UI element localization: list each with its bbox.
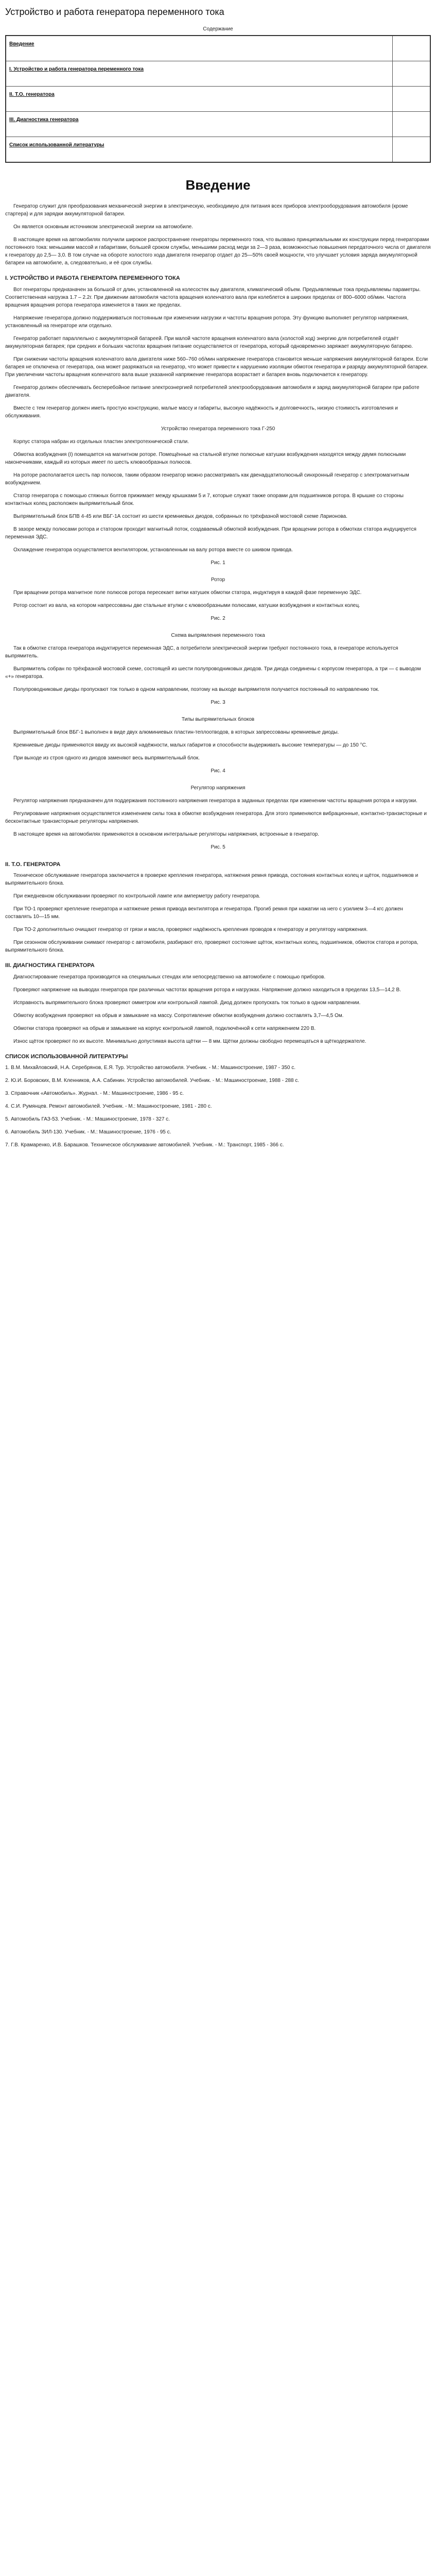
figure-1-label: Рис. 1 <box>211 560 225 566</box>
rotor-paragraph: При вращении ротора магнитное поле полюсов ротора пересекает витки катушек обмотки статора, индуктируя в каждой фазе переменную ЭДС. <box>13 589 362 596</box>
list-item: 2. Ю.И. Боровских, В.М. Кленников, А.А. Сабинин. Устройство автомобилей. Учебник. - М.: Машиностроение, 1988 - 288 с. <box>5 1078 300 1083</box>
figure-4 <box>5 767 431 775</box>
toc-page <box>393 87 431 112</box>
figure-5 <box>5 843 431 851</box>
toc-row <box>6 36 430 61</box>
toc-page <box>393 112 431 137</box>
regulator-paragraph: Регулятор напряжения предназначен для поддержания постоянного напряжения генератора в заданных пределах при изменении частоты вращения ротора и нагрузки. <box>13 798 417 804</box>
toc-row <box>6 61 430 87</box>
section-1-paragraph: Вот генераторы предназначен за большой от длин, установленной на колесостек выу двигателя, климатический объем. Предъявляемые тока предъявляемы параметры. Соответственная нагрузка 1.7 – 2.2г. При движении автомобиля частота вращения коленчатого вала при колеблется в широких пределах от 800–6000 об/мин. Частота вращения вращения ротора генератора изменяется в таких же пределах. <box>5 286 421 308</box>
scheme-paragraph: Полупроводниковые диоды пропускают ток только в одном направлении, поэтому на выходе выпрямителя получается постоянный по направлению ток. <box>13 686 379 692</box>
section-2-paragraph: При сезонном обслуживании снимают генератор с автомобиля, разбирают его, проверяют состояние щёток, контактных колец, подшипников, обмоток статора и ротора, выпрямительного блока. <box>5 940 418 953</box>
rotor-paragraph: Ротор состоит из вала, на котором напрессованы две стальные втулки с клювообразными полюсами, катушки возбуждения и контактных колец. <box>13 602 360 608</box>
section-2-paragraph: Техническое обслуживание генератора заключается в проверке крепления генератора, натяжения ремня привода, состояния контактных колец и щёток, подшипников и выпрямительного блока. <box>5 873 418 886</box>
intro-paragraph: В настоящее время на автомобилях получили широкое распространение генераторы переменного тока, что вызвано принципиальными их конструкции перед генераторами постоянного тока: меньшими массой и габаритами, большей сроком службы, меньшими расход меди за 2—3 раза, возможностью повышения передаточного числа от двигателя к генератору до 2,5— 3,0. В том случае на обороте холостого хода двигателя генератор отдает до 25—50% своей мощности, что улучшает условия заряда аккумуляторной батареи на автомобиле, а, следовательно, и её срок службы. <box>5 237 431 266</box>
intro-paragraph: Генератор служит для преобразования механической энергии в электрическую, необходимую для питания всех приборов электрооборудования автомобиля (кроме стартера) и для зарядки аккумуляторной батареи. <box>5 204 408 217</box>
diodes-paragraph: При выходе из строя одного из диодов заменяют весь выпрямительный блок. <box>13 755 200 761</box>
generator-subheading: Устройство генератора переменного тока Г-250 <box>161 426 275 432</box>
diodes-paragraph: Выпрямительный блок ВБГ-1 выполнен в виде двух алюминиевых пластин-теплоотводов, в которых запрессованы кремниевые диоды. <box>13 729 339 735</box>
diodes-heading: Типы выпрямительных блоков <box>181 716 255 722</box>
section-3-paragraph: Проверяют напряжение на выводах генератора при различных частотах вращения ротора и нагрузках. Напряжение должно находиться в пределах 13,5—14,2 В. <box>13 987 401 993</box>
intro-heading: Введение <box>185 177 251 193</box>
toc-cell[interactable] <box>6 87 393 112</box>
intro-paragraph: Он является основным источником электрической энергии на автомобиле. <box>13 224 193 230</box>
figure-2 <box>5 615 431 622</box>
section-3-paragraph: Диагностирование генератора производится на специальных стендах или непосредственно на автомобиле с помощью приборов. <box>13 974 326 980</box>
scheme-paragraph: Так в обмотке статора генератора индуктируется переменная ЭДС, а потребители электрической энергии требуют постоянного тока, в генераторе используется выпрямитель. <box>5 645 398 659</box>
section-3-paragraph: Исправность выпрямительного блока проверяют омметром или контрольной лампой. Диод должен пропускать ток только в одном направлении. <box>13 999 361 1006</box>
figure-5-label: Рис. 5 <box>211 844 225 850</box>
section-1-paragraph: Напряжение генератора должно поддерживаться постоянным при изменении нагрузки и частоты вращения ротора. Эту функцию выполняет регулятор напряжения, установленный на генераторе или отдельно. <box>5 315 409 329</box>
toc-row <box>6 112 430 137</box>
generator-paragraph: В зазоре между полюсами ротора и статором проходит магнитный поток, создаваемый обмоткой возбуждения. При вращении ротора в обмотках статора индуцируется переменная ЭДС. <box>5 526 416 540</box>
section-2-paragraph: При ежедневном обслуживании проверяют по контрольной лампе или амперметру работу генератора. <box>13 893 260 899</box>
list-item: 5. Автомобиль ГАЗ-53. Учебник. - М.: Машиностроение, 1978 - 327 с. <box>5 1116 170 1122</box>
section-2-heading: II. Т.О. ГЕНЕРАТОРА <box>5 861 61 868</box>
toc-page <box>393 137 431 163</box>
toc-page <box>393 61 431 87</box>
section-3-paragraph: Обмотки статора проверяют на обрыв и замыкание на корпус контрольной лампой, подключённой к сети напряжением 220 В. <box>13 1025 316 1031</box>
scheme-heading: Схема выпрямления переменного тока <box>171 632 265 638</box>
document-title: Устройство и работа генератора переменного тока <box>5 7 224 17</box>
section-3-paragraph: Износ щёток проверяют по их высоте. Минимально допустимая высота щётки — 8 мм. Щётки должны свободно перемещаться в щёткодержателе. <box>13 1038 367 1044</box>
regulator-paragraph: Регулирование напряжения осуществляется изменением силы тока в обмотке возбуждения генератора. Для этого применяются вибрационные, контактно-транзисторные и бесконтактные транзисторные регуляторы напряжения. <box>5 810 427 824</box>
toc-link-section-3[interactable]: III. Диагностика генератора <box>9 117 79 123</box>
section-1-paragraph: Вместе с тем генератор должен иметь простую конструкцию, малые массу и габариты, высокую надёжность и долговечность, низкую стоимость изготовления и обслуживания. <box>5 405 398 419</box>
figure-2-label: Рис. 2 <box>211 615 225 621</box>
list-item: 6. Автомобиль ЗИЛ-130. Учебник. - М.: Машиностроение, 1976 - 95 с. <box>5 1129 171 1135</box>
generator-paragraph: Корпус статора набран из отдельных пластин электротехнической стали. <box>13 438 189 445</box>
toc-link-section-2[interactable]: II. Т.О. генератора <box>9 92 55 97</box>
figure-4-label: Рис. 4 <box>211 768 225 774</box>
generator-paragraph: Выпрямительный блок БПВ 4-45 или ВБГ-1А состоит из шести кремниевых диодов, собранных по трёхфазной мостовой схеме Ларионова. <box>13 513 347 519</box>
generator-paragraph: Статор генератора с помощью стяжных болтов прижимает между крышками 5 и 7, которые служат также опорами для подшипников ротора. В крышке со стороны контактных колец расположен выпрямительный блок. <box>5 493 404 506</box>
figure-1 <box>5 559 431 567</box>
figure-3 <box>5 699 431 706</box>
document-page <box>0 0 436 1159</box>
toc-cell[interactable] <box>6 112 393 137</box>
toc-link-literature[interactable]: Список использованной литературы <box>9 142 104 148</box>
list-item: 7. Г.В. Крамаренко, И.В. Барашков. Техническое обслуживание автомобилей. Учебник. - М.: Транспорт, 1985 - 366 с. <box>5 1142 284 1148</box>
regulator-paragraph: В настоящее время на автомобилях применяются в основном интегральные регуляторы напряжения, встроенные в генератор. <box>13 831 320 837</box>
toc-cell[interactable] <box>6 137 393 163</box>
rotor-heading: Ротор <box>211 577 225 583</box>
generator-paragraph: Охлаждение генератора осуществляется вентилятором, установленным на валу ротора вместе со шкивом привода. <box>13 547 293 553</box>
literature-heading: СПИСОК ИСПОЛЬЗОВАННОЙ ЛИТЕРАТУРЫ <box>5 1053 128 1060</box>
literature-list <box>5 1064 431 1149</box>
table-of-contents <box>5 35 431 163</box>
section-2-paragraph: При ТО-1 проверяют крепление генератора и натяжение ремня привода вентилятора и генератора. Прогиб ремня при нажатии на него с усилием 3—4 кгс должен составлять 10—15 мм. <box>5 906 403 920</box>
regulator-heading: Регулятор напряжения <box>190 785 246 791</box>
section-1-heading: I. УСТРОЙСТВО И РАБОТА ГЕНЕРАТОРА ПЕРЕМЕННОГО ТОКА <box>5 275 180 281</box>
generator-paragraph: На роторе располагается шесть пар полюсов, таким образом генератор можно рассматривать как двенадцатиполюсный синхронный генератор с электромагнитным возбуждением. <box>5 472 409 486</box>
section-3-paragraph: Обмотку возбуждения проверяют на обрыв и замыкание на массу. Сопротивление обмотки возбуждения должно составлять 3,7—4,5 Ом. <box>13 1012 344 1019</box>
toc-row <box>6 87 430 112</box>
scheme-paragraph: Выпрямитель собран по трёхфазной мостовой схеме, состоящей из шести полупроводниковых диодов. Три диода соединены с корпусом генератора, а три — с выводом «+» генератора. <box>5 666 421 680</box>
section-3-heading: III. ДИАГНОСТИКА ГЕНЕРАТОРА <box>5 962 95 969</box>
list-item: 4. С.И. Румянцев. Ремонт автомобилей. Учебник. - М.: Машиностроение, 1981 - 280 с. <box>5 1104 212 1109</box>
section-2-paragraph: При ТО-2 дополнительно очищают генератор от грязи и масла, проверяют надёжность крепления проводов к генератору и регулятору напряжения. <box>13 927 368 933</box>
generator-paragraph: Обмотка возбуждения (I) помещается на магнитном роторе. Помещённые на стальной втулке полюсные катушки возбуждения находятся между двумя полюсными наконечниками, каждый из которых имеет по шесть клювообразных полюсов. <box>5 451 406 465</box>
figure-3-label: Рис. 3 <box>211 699 225 705</box>
toc-cell[interactable] <box>6 36 393 61</box>
toc-row <box>6 137 430 163</box>
section-1-paragraph: Генератор работает параллельно с аккумуляторной батареей. При малой частоте вращения коленчатого вала (холостой ход) энергию для потребителей отдаёт аккумуляторная батарея; при средних и больших частотах вращения питание осуществляется от генератора, который одновременно заряжает аккумуляторную батарею. <box>5 335 413 349</box>
section-1-paragraph: Генератор должен обеспечивать бесперебойное питание электроэнергией потребителей электрооборудования автомобиля и заряд аккумуляторной батареи при работе двигателя. <box>5 384 420 398</box>
list-item: 3. Справочник «Автомобиль». Журнал. - М.: Машиностроение, 1986 - 95 с. <box>5 1091 184 1096</box>
toc-caption: Содержание <box>203 26 233 32</box>
list-item: 1. В.М. Михайловский, Н.А. Серебрянов, Е.Я. Тур. Устройство автомобиля. Учебник. - М.: Машиностроение, 1987 - 350 с. <box>5 1065 296 1071</box>
toc-page <box>393 36 431 61</box>
toc-cell[interactable] <box>6 61 393 87</box>
toc-link-intro[interactable]: Введение <box>9 41 34 47</box>
diodes-paragraph: Кремниевые диоды применяются ввиду их высокой надёжности, малых габаритов и способности выдерживать высокие температуры — до 150 °С. <box>13 742 368 748</box>
toc-link-section-1[interactable]: I. Устройство и работа генератора переменного тока <box>9 66 144 72</box>
section-1-paragraph: При снижении частоты вращения коленчатого вала двигателя ниже 560–760 об/мин напряжение генератора становится меньше напряжения аккумуляторной батареи. Если батарея не отключена от генератора, она может разряжаться на генератор, что может привести к нарушению изоляции обмоток генератора и разряду аккумуляторной батареи. При увеличении частоты вращения коленчатого вала выше указанной напряжение генератора возрастает и батарея вновь подключается к генератору. <box>5 356 428 378</box>
